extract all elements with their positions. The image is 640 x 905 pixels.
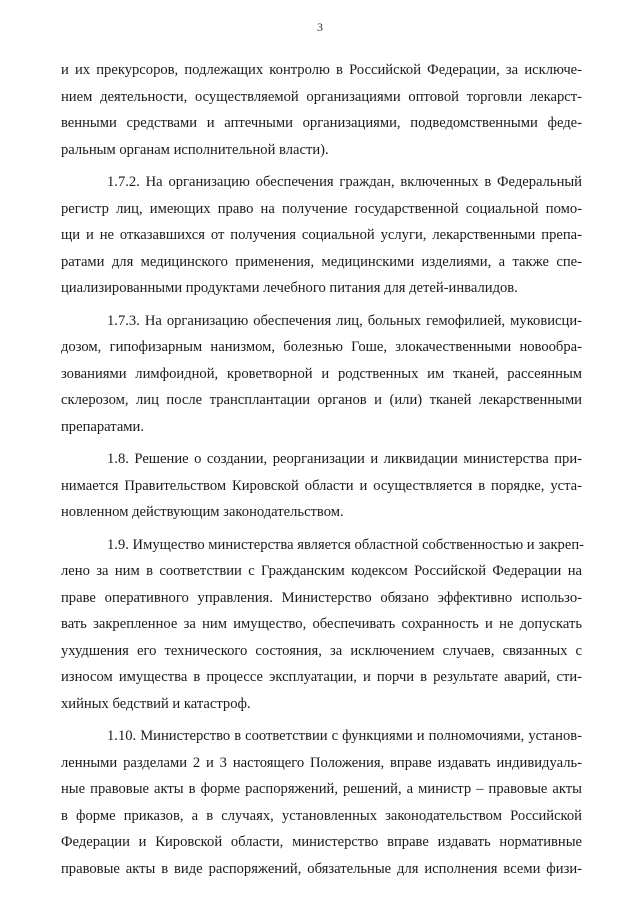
paragraph-p3	[61, 446, 582, 526]
text-line: 1.10. Министерство в соответствии с функциями и полномочиями, установ-	[107, 728, 582, 744]
text-line: 1.7.3. На организацию обеспечения лиц, больных гемофилией, муковисци-	[107, 312, 582, 329]
text-line: зованиями лимфоидной, кроветворной и родственных им тканей, рассеянным	[61, 365, 582, 382]
text-line: нимается Правительством Кировской области и осуществляется в порядке, уста-	[61, 477, 582, 494]
text-line: дозом, гипофизарным нанизмом, болезнью Гоше, злокачественными новообра-	[61, 339, 582, 355]
text-line: ленными разделами 2 и 3 настоящего Положения, вправе издавать индивидуаль-	[61, 754, 582, 771]
text-line: склерозом, лиц после трансплантации органов и (или) тканей лекарственными	[61, 392, 582, 408]
text-line: регистр лиц, имеющих право на получение государственной социальной помо-	[61, 200, 582, 217]
text-line: лено за ним в соответствии с Гражданским кодексом Российской Федерации на	[61, 563, 582, 579]
text-line: и их прекурсоров, подлежащих контролю в Российской Федерации, за исключе-	[61, 62, 582, 78]
text-line: нием деятельности, осуществляемой организациями оптовой торговли лекарст-	[61, 88, 582, 105]
text-line: циализированными продуктами лечебного питания для детей-инвалидов.	[61, 280, 518, 296]
text-line: хийных бедствий и катастроф.	[61, 695, 251, 712]
paragraph-p4	[61, 532, 582, 718]
text-line: в форме приказов, а в случаях, установленных законодательством Российской	[61, 807, 582, 824]
text-line: венными средствами и аптечными организациями, подведомственными феде-	[61, 115, 582, 131]
text-line: 1.8. Решение о создании, реорганизации и ликвидации министерства при-	[107, 451, 582, 467]
text-line: щи и не отказавшихся от получения социальной услуги, лекарственными препа-	[61, 227, 582, 243]
text-line: ные правовые акты в форме распоряжений, решений, а министр – правовые акты	[61, 781, 582, 797]
page-number: 3	[317, 20, 323, 34]
document-body	[61, 57, 582, 882]
text-line: ратами для медицинского применения, медицинскими изделиями, а также спе-	[61, 253, 582, 270]
text-line: износом имущества в процессе эксплуатации, и порчи в результате аварий, сти-	[61, 669, 582, 685]
text-line: 1.9. Имущество министерства является областной собственностью и закреп-	[107, 536, 584, 553]
text-line: 1.7.2. На организацию обеспечения граждан, включенных в Федеральный	[107, 174, 582, 190]
text-line: ухудшения его технического состояния, за исключением случаев, связанных с	[61, 642, 582, 659]
text-line: Федерации и Кировской области, министерство вправе издавать нормативные	[61, 834, 582, 850]
text-line: праве оперативного управления. Министерство обязано эффективно использо-	[61, 589, 582, 606]
text-line: препаратами.	[61, 418, 144, 435]
paragraph-p1	[61, 169, 582, 302]
paragraph-p2	[61, 308, 582, 441]
paragraph-p0	[61, 57, 582, 163]
text-line: новленном действующим законодательством.	[61, 504, 344, 520]
text-line: ральным органам исполнительной власти).	[61, 141, 329, 158]
paragraph-p5	[61, 723, 582, 882]
text-line: правовые акты в виде распоряжений, обязательные для исполнения всеми физи-	[61, 860, 582, 877]
text-line: вать закрепленное за ним имущество, обеспечивать сохранность и не допускать	[61, 616, 582, 632]
